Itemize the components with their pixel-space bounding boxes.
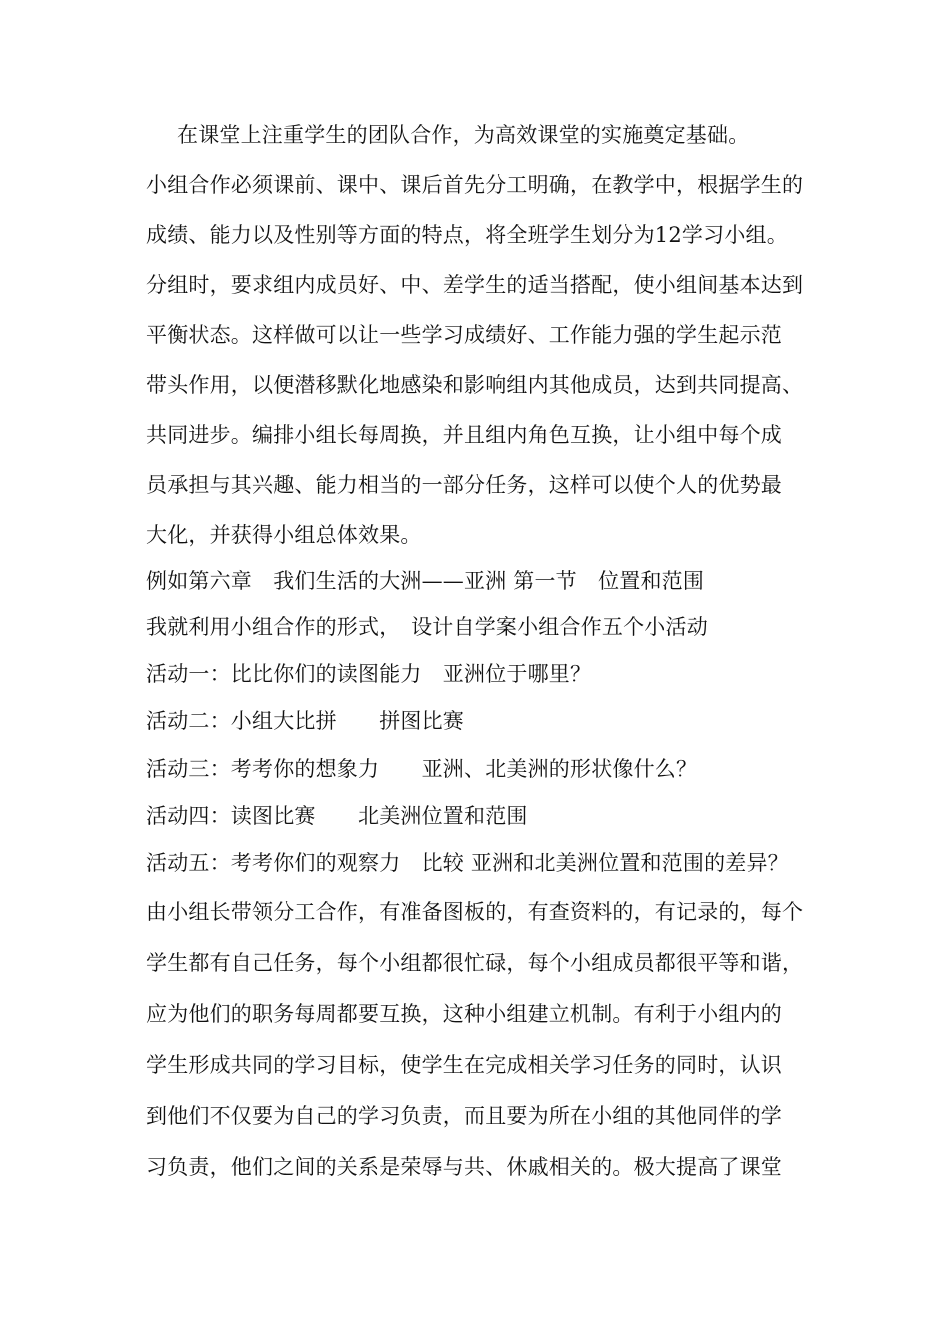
paragraph-line: 共同进步。编排小组长每周换，并且组内角色互换，让小组中每个成: [146, 423, 782, 447]
paragraph-line: 学生形成共同的学习目标，使学生在完成相关学习任务的同时，认识: [146, 1053, 782, 1077]
activity-line: 活动四：读图比赛 北美洲位置和范围: [146, 804, 528, 828]
paragraph-line: 由小组长带领分工合作，有准备图板的，有查资料的，有记录的，每个: [146, 900, 804, 924]
activity-line: 活动一：比比你们的读图能力 亚洲位于哪里？: [146, 662, 592, 686]
activity-line: 活动二：小组大比拼 拼图比赛: [146, 709, 464, 733]
paragraph-line: 成绩、能力以及性别等方面的特点，将全班学生划分为12学习小组。: [146, 223, 788, 247]
activity-line: 活动三：考考你的想象力 亚洲、北美洲的形状像什么？: [146, 757, 698, 781]
paragraph-line: 大化，并获得小组总体效果。: [146, 523, 422, 547]
paragraph-line: 员承担与其兴趣、能力相当的一部分任务，这样可以使个人的优势最: [146, 473, 782, 497]
paragraph-line: 在课堂上注重学生的团队合作，为高效课堂的实施奠定基础。: [177, 123, 750, 147]
paragraph-line: 小组合作必须课前、课中、课后首先分工明确，在教学中，根据学生的: [146, 173, 804, 197]
activity-line: 活动五：考考你们的观察力 比较 亚洲和北美洲位置和范围的差异？: [146, 851, 789, 875]
paragraph-line: 应为他们的职务每周都要互换，这种小组建立机制。有利于小组内的: [146, 1002, 782, 1026]
paragraph-line: 习负责，他们之间的关系是荣辱与共、休戚相关的。极大提高了课堂: [146, 1155, 782, 1179]
intro-line: 我就利用小组合作的形式， 设计自学案小组合作五个小活动: [146, 615, 708, 639]
chapter-line: 例如第六章 我们生活的大洲——亚洲 第一节 位置和范围: [146, 569, 705, 593]
paragraph-line: 到他们不仅要为自己的学习负责，而且要为所在小组的其他同伴的学: [146, 1104, 782, 1128]
paragraph-line: 平衡状态。这样做可以让一些学习成绩好、工作能力强的学生起示范: [146, 323, 782, 347]
paragraph-line: 带头作用，以便潜移默化地感染和影响组内其他成员，达到共同提高、: [146, 373, 804, 397]
paragraph-line: 分组时，要求组内成员好、中、差学生的适当搭配，使小组间基本达到: [146, 273, 804, 297]
paragraph-line: 学生都有自己任务，每个小组都很忙碌，每个小组成员都很平等和谐，: [146, 951, 804, 975]
